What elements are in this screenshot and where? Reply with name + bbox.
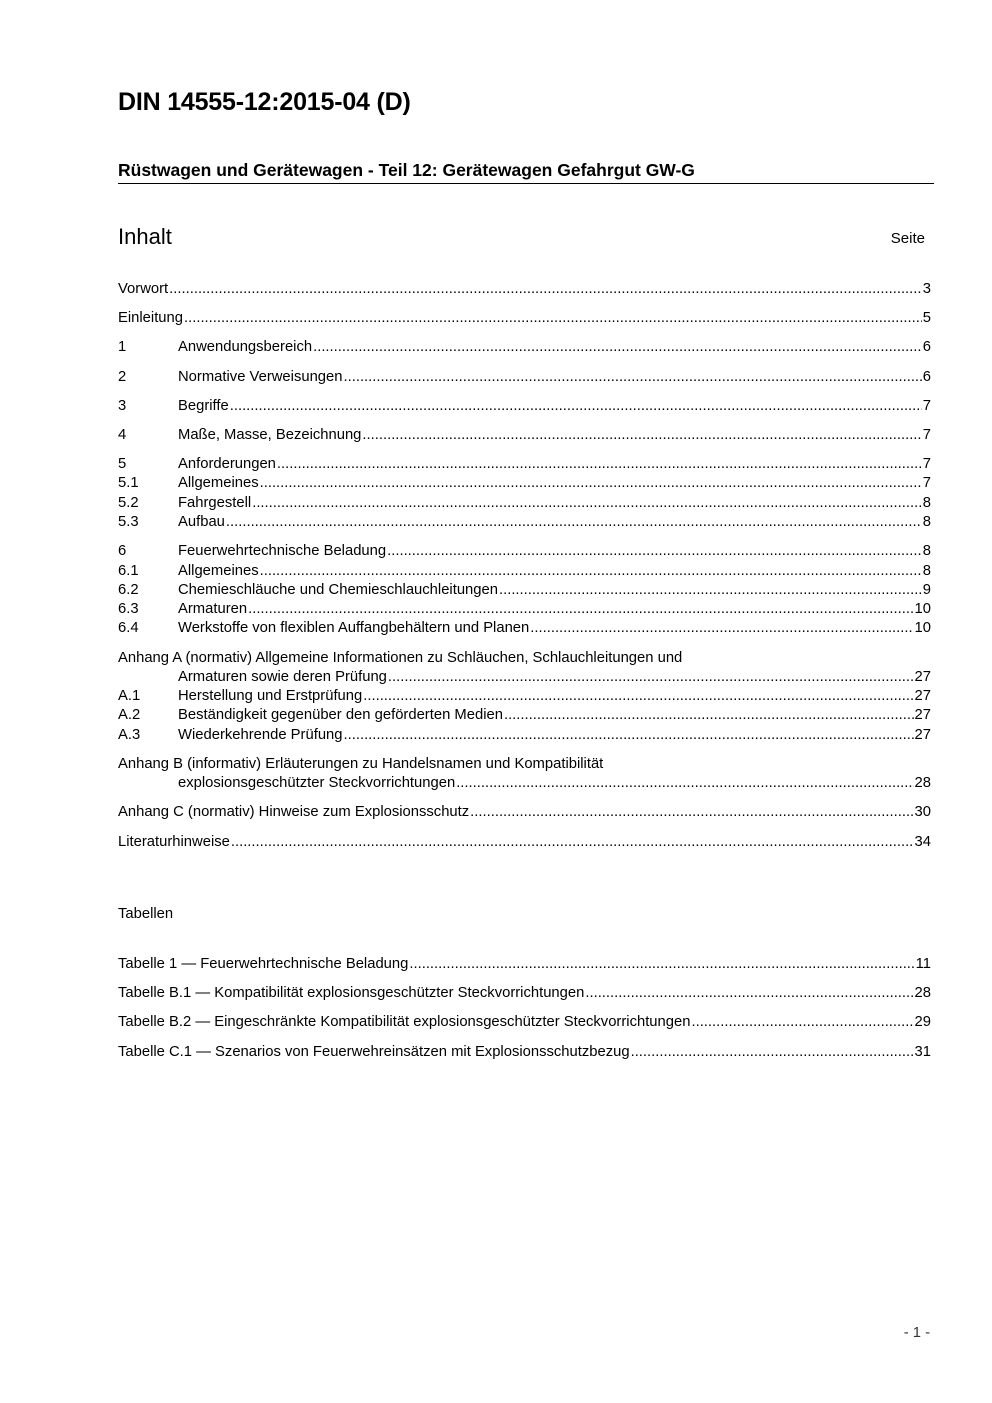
- title-divider: [118, 183, 934, 184]
- toc-entry-anhang-a-line2[interactable]: [118, 668, 931, 687]
- dot-leader: [252, 494, 922, 513]
- toc-entry-text: Chemieschläuche und Chemieschlauchleitungen: [178, 581, 498, 598]
- toc-entry-page: 7: [922, 397, 931, 414]
- toc-entry-number: 1: [118, 339, 127, 356]
- dot-leader: [691, 1013, 913, 1032]
- toc-entry-vorwort[interactable]: [118, 280, 931, 299]
- toc-entry-page: 10: [914, 620, 931, 637]
- toc-entry-text: Normative Verweisungen: [178, 368, 343, 385]
- toc-entry-text: Maße, Masse, Bezeichnung: [178, 426, 362, 443]
- toc-entry-number: A.3: [118, 726, 141, 743]
- toc-entry-number: 6: [118, 543, 127, 560]
- toc-entry-literaturhinweise[interactable]: [118, 833, 931, 852]
- toc-entry-einleitung[interactable]: [118, 309, 931, 328]
- table-entry-text: Tabelle C.1 — Szenarios von Feuerwehreinsätzen mit Explosionsschutzbezug: [118, 1043, 630, 1060]
- dot-leader: [499, 581, 922, 600]
- toc-entry-page: 27: [914, 726, 931, 743]
- document-title: Rüstwagen und Gerätewagen - Teil 12: Gerätewagen Gefahrgut GW-G: [118, 160, 695, 180]
- toc-entry-5-2[interactable]: [118, 494, 931, 513]
- dot-leader: [248, 600, 913, 619]
- toc-page-column-label: Seite: [890, 230, 925, 247]
- dot-leader: [362, 426, 921, 445]
- document-id: DIN 14555-12:2015-04 (D): [118, 88, 411, 116]
- toc-entry-anhang-b-line1[interactable]: [118, 755, 931, 774]
- toc-entry-number: A.1: [118, 688, 141, 705]
- toc-entry-page: 7: [922, 426, 931, 443]
- toc-entry-a-2[interactable]: [118, 706, 931, 725]
- toc-entry-3[interactable]: [118, 397, 931, 416]
- toc-entry-text: Werkstoffe von flexiblen Auffangbehältern und Planen: [178, 620, 530, 637]
- dot-leader: [363, 687, 913, 706]
- toc-entry-text: Allgemeines: [178, 475, 259, 492]
- table-entry-text: Tabelle B.1 — Kompatibilität explosionsgeschützter Steckvorrichtungen: [118, 985, 585, 1002]
- toc-entry-text: Literaturhinweise: [118, 833, 230, 850]
- toc-entry-text: Wiederkehrende Prüfung: [178, 726, 343, 743]
- dot-leader: [260, 562, 922, 581]
- dot-leader: [409, 955, 914, 974]
- toc-entry-page: 10: [914, 601, 931, 618]
- table-entry-b2[interactable]: [118, 1013, 931, 1032]
- toc-entry-page: 27: [914, 707, 931, 724]
- toc-entry-anhang-c[interactable]: [118, 803, 931, 822]
- toc-entry-6-2[interactable]: [118, 581, 931, 600]
- toc-entry-page: 6: [922, 368, 931, 385]
- toc-entry-5-1[interactable]: [118, 474, 931, 493]
- table-entry-1[interactable]: [118, 955, 931, 974]
- toc-entry-number: A.2: [118, 707, 141, 724]
- toc-entry-text: Anforderungen: [178, 456, 276, 473]
- toc-entry-page: 30: [914, 804, 931, 821]
- toc-entry-text: Fahrgestell: [178, 494, 252, 511]
- list-of-tables: [118, 955, 931, 1072]
- dot-leader: [470, 803, 913, 822]
- toc-entry-text: Aufbau: [178, 514, 225, 531]
- dot-leader: [585, 984, 913, 1003]
- page-number: - 1 -: [903, 1325, 930, 1341]
- toc-entry-number: 4: [118, 426, 127, 443]
- toc-entry-number: 5: [118, 456, 127, 473]
- table-entry-text: Tabelle B.2 — Eingeschränkte Kompatibilität explosionsgeschützter Steckvorrichtungen: [118, 1014, 691, 1031]
- toc-entry-page: 9: [922, 581, 931, 598]
- toc-entry-text: Allgemeines: [178, 562, 259, 579]
- table-entry-page: 11: [915, 956, 931, 972]
- toc-entry-number: 5.1: [118, 475, 139, 492]
- dot-leader: [388, 668, 914, 687]
- toc-entry-text: Feuerwehrtechnische Beladung: [178, 543, 387, 560]
- toc-entry-number: 5.2: [118, 494, 139, 511]
- table-entry-b1[interactable]: [118, 984, 931, 1003]
- toc-entry-text: Anhang B (informativ) Erläuterungen zu Handelsnamen und Kompatibilität: [118, 755, 604, 772]
- toc-entry-text: Herstellung und Erstprüfung: [178, 688, 363, 705]
- toc-entry-page: 27: [914, 688, 931, 705]
- toc-entry-text: Beständigkeit gegenüber den geförderten Medien: [178, 707, 503, 724]
- dot-leader: [260, 474, 922, 493]
- toc-entry-text: Armaturen: [178, 601, 248, 618]
- table-of-contents: [118, 280, 931, 852]
- toc-entry-page: 28: [914, 775, 931, 792]
- toc-entry-6[interactable]: [118, 542, 931, 561]
- toc-entry-6-4[interactable]: [118, 619, 931, 638]
- toc-entry-text: Vorwort: [118, 281, 169, 297]
- toc-entry-a-3[interactable]: [118, 726, 931, 745]
- toc-entry-page: 3: [922, 281, 931, 297]
- toc-entry-anhang-a-line1[interactable]: [118, 649, 931, 668]
- toc-entry-page: 7: [922, 475, 931, 492]
- toc-entry-page: 8: [922, 514, 931, 531]
- dot-leader: [456, 774, 913, 793]
- toc-entry-number: 5.3: [118, 514, 139, 531]
- toc-entry-number: 6.4: [118, 620, 139, 637]
- dot-leader: [230, 397, 922, 416]
- toc-entry-text: Einleitung: [118, 310, 183, 327]
- toc-entry-number: 2: [118, 368, 127, 385]
- toc-entry-number: 3: [118, 397, 127, 414]
- toc-entry-text: Begriffe: [178, 397, 229, 414]
- toc-entry-number: 6.3: [118, 601, 139, 618]
- toc-heading: Inhalt: [118, 224, 172, 249]
- toc-entry-text: Anwendungsbereich: [178, 339, 313, 356]
- toc-entry-text: Anhang C (normativ) Hinweise zum Explosionsschutz: [118, 804, 470, 821]
- dot-leader: [387, 542, 922, 561]
- tables-heading: Tabellen: [118, 906, 174, 922]
- toc-entry-text: Anhang A (normativ) Allgemeine Informationen zu Schläuchen, Schlauchleitungen und: [118, 649, 683, 666]
- dot-leader: [530, 619, 913, 638]
- dot-leader: [169, 280, 922, 299]
- toc-entry-anhang-b-line2[interactable]: [118, 774, 931, 793]
- toc-entry-6-1[interactable]: [118, 562, 931, 581]
- dot-leader: [226, 513, 922, 532]
- toc-entry-text-continued: Armaturen sowie deren Prüfung: [178, 668, 387, 685]
- toc-entry-2[interactable]: [118, 368, 931, 387]
- toc-entry-5-3[interactable]: [118, 513, 931, 532]
- toc-entry-page: 27: [914, 668, 931, 685]
- toc-entry-page: 5: [922, 310, 931, 327]
- dot-leader: [344, 368, 922, 387]
- dot-leader: [344, 726, 914, 745]
- dot-leader: [504, 706, 914, 725]
- dot-leader: [631, 1043, 914, 1062]
- toc-entry-5[interactable]: [118, 455, 931, 474]
- table-entry-page: 29: [914, 1014, 931, 1031]
- toc-entry-page: 8: [922, 562, 931, 579]
- toc-entry-number: 6.2: [118, 581, 139, 598]
- toc-entry-page: 8: [922, 494, 931, 511]
- table-entry-text: Tabelle 1 — Feuerwehrtechnische Beladung: [118, 956, 409, 972]
- dot-leader: [231, 833, 914, 852]
- toc-entry-a-1[interactable]: [118, 687, 931, 706]
- table-entry-c1[interactable]: [118, 1043, 931, 1062]
- dot-leader: [277, 455, 922, 474]
- table-entry-page: 28: [914, 985, 931, 1002]
- toc-entry-page: 7: [922, 456, 931, 473]
- toc-entry-number: 6.1: [118, 562, 139, 579]
- toc-entry-page: 34: [914, 833, 931, 850]
- toc-entry-text-continued: explosionsgeschützter Steckvorrichtungen: [178, 775, 456, 792]
- table-entry-page: 31: [914, 1043, 931, 1060]
- toc-entry-page: 8: [922, 543, 931, 560]
- toc-entry-6-3[interactable]: [118, 600, 931, 619]
- toc-entry-page: 6: [922, 339, 931, 356]
- dot-leader: [184, 309, 922, 328]
- toc-entry-1[interactable]: [118, 338, 931, 357]
- dot-leader: [313, 338, 922, 357]
- toc-entry-4[interactable]: [118, 426, 931, 445]
